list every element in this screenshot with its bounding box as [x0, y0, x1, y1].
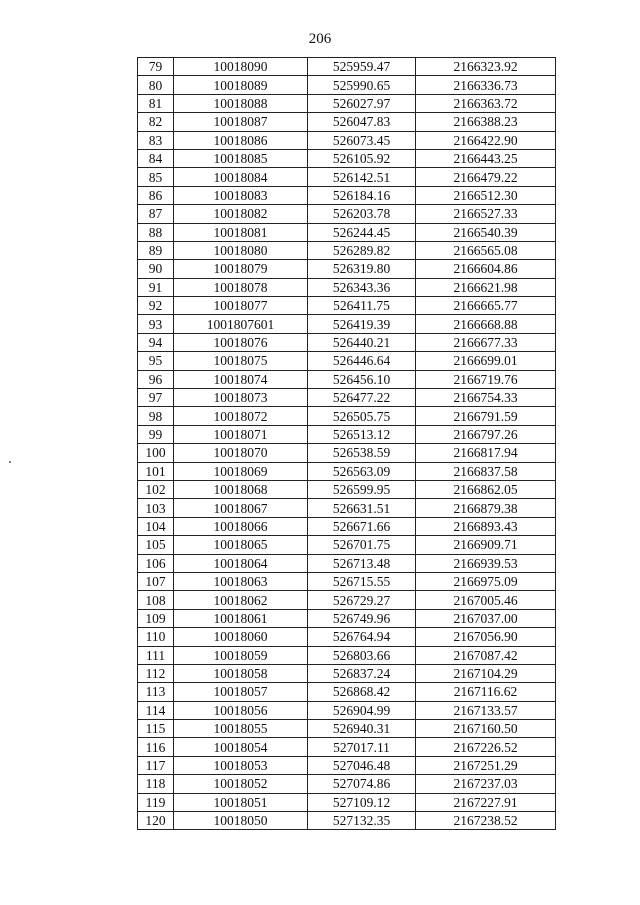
point-number-cell: 107: [138, 572, 174, 590]
table-row: [138, 407, 556, 425]
table-row: [138, 131, 556, 149]
point-number-cell: 118: [138, 775, 174, 793]
point-id-cell: 10018057: [174, 683, 308, 701]
x-coordinate-cell: 526456.10: [308, 370, 416, 388]
y-coordinate-cell: 2166677.33: [416, 333, 556, 351]
point-number-cell: 104: [138, 517, 174, 535]
point-id-cell: 10018066: [174, 517, 308, 535]
x-coordinate-cell: 526440.21: [308, 333, 416, 351]
point-id-cell: 10018053: [174, 756, 308, 774]
y-coordinate-cell: 2166512.30: [416, 186, 556, 204]
y-coordinate-cell: 2166719.76: [416, 370, 556, 388]
x-coordinate-cell: 525990.65: [308, 76, 416, 94]
x-coordinate-cell: 526105.92: [308, 149, 416, 167]
point-id-cell: 10018088: [174, 94, 308, 112]
table-row: [138, 76, 556, 94]
y-coordinate-cell: 2167087.42: [416, 646, 556, 664]
y-coordinate-cell: 2166837.58: [416, 462, 556, 480]
table-row: [138, 241, 556, 259]
point-number-cell: 120: [138, 812, 174, 830]
point-id-cell: 10018085: [174, 149, 308, 167]
y-coordinate-cell: 2167226.52: [416, 738, 556, 756]
y-coordinate-cell: 2167037.00: [416, 609, 556, 627]
scan-artifact-dot: [9, 461, 11, 463]
point-id-cell: 10018061: [174, 609, 308, 627]
point-number-cell: 106: [138, 554, 174, 572]
y-coordinate-cell: 2166604.86: [416, 260, 556, 278]
table-row: [138, 94, 556, 112]
table-row: [138, 609, 556, 627]
table-row: [138, 315, 556, 333]
point-number-cell: 94: [138, 333, 174, 351]
point-id-cell: 10018079: [174, 260, 308, 278]
y-coordinate-cell: 2166754.33: [416, 389, 556, 407]
point-number-cell: 114: [138, 701, 174, 719]
x-coordinate-cell: 526184.16: [308, 186, 416, 204]
x-coordinate-cell: 526631.51: [308, 499, 416, 517]
y-coordinate-cell: 2166862.05: [416, 480, 556, 498]
point-id-cell: 10018060: [174, 628, 308, 646]
coordinates-table: [137, 57, 556, 830]
x-coordinate-cell: 526203.78: [308, 205, 416, 223]
table-row: [138, 591, 556, 609]
x-coordinate-cell: 526505.75: [308, 407, 416, 425]
table-row: [138, 58, 556, 76]
table-row: [138, 756, 556, 774]
x-coordinate-cell: 526047.83: [308, 113, 416, 131]
point-number-cell: 98: [138, 407, 174, 425]
point-number-cell: 84: [138, 149, 174, 167]
x-coordinate-cell: 526563.09: [308, 462, 416, 480]
point-number-cell: 100: [138, 444, 174, 462]
x-coordinate-cell: 527132.35: [308, 812, 416, 830]
table-row: [138, 793, 556, 811]
point-number-cell: 83: [138, 131, 174, 149]
y-coordinate-cell: 2166363.72: [416, 94, 556, 112]
page-number: 206: [308, 31, 332, 47]
y-coordinate-cell: 2166323.92: [416, 58, 556, 76]
point-number-cell: 89: [138, 241, 174, 259]
y-coordinate-cell: 2166527.33: [416, 205, 556, 223]
point-number-cell: 103: [138, 499, 174, 517]
point-id-cell: 10018081: [174, 223, 308, 241]
point-id-cell: 10018059: [174, 646, 308, 664]
point-number-cell: 99: [138, 425, 174, 443]
y-coordinate-cell: 2166665.77: [416, 297, 556, 315]
point-id-cell: 10018062: [174, 591, 308, 609]
point-id-cell: 10018086: [174, 131, 308, 149]
point-number-cell: 79: [138, 58, 174, 76]
table-row: [138, 738, 556, 756]
point-id-cell: 10018051: [174, 793, 308, 811]
table-row: [138, 149, 556, 167]
table-row: [138, 389, 556, 407]
table-row: [138, 297, 556, 315]
x-coordinate-cell: 526244.45: [308, 223, 416, 241]
point-number-cell: 81: [138, 94, 174, 112]
table-row: [138, 775, 556, 793]
point-number-cell: 115: [138, 720, 174, 738]
point-id-cell: 10018067: [174, 499, 308, 517]
x-coordinate-cell: 527074.86: [308, 775, 416, 793]
y-coordinate-cell: 2166443.25: [416, 149, 556, 167]
x-coordinate-cell: 526749.96: [308, 609, 416, 627]
point-number-cell: 93: [138, 315, 174, 333]
point-id-cell: 10018075: [174, 352, 308, 370]
table-row: [138, 223, 556, 241]
point-id-cell: 10018082: [174, 205, 308, 223]
x-coordinate-cell: 526837.24: [308, 664, 416, 682]
point-number-cell: 117: [138, 756, 174, 774]
point-number-cell: 112: [138, 664, 174, 682]
point-number-cell: 87: [138, 205, 174, 223]
y-coordinate-cell: 2167160.50: [416, 720, 556, 738]
point-number-cell: 91: [138, 278, 174, 296]
y-coordinate-cell: 2166388.23: [416, 113, 556, 131]
y-coordinate-cell: 2166939.53: [416, 554, 556, 572]
x-coordinate-cell: 526713.48: [308, 554, 416, 572]
table-row: [138, 278, 556, 296]
point-number-cell: 102: [138, 480, 174, 498]
y-coordinate-cell: 2166893.43: [416, 517, 556, 535]
point-number-cell: 88: [138, 223, 174, 241]
table-row: [138, 536, 556, 554]
y-coordinate-cell: 2166817.94: [416, 444, 556, 462]
point-id-cell: 10018084: [174, 168, 308, 186]
point-id-cell: 10018055: [174, 720, 308, 738]
x-coordinate-cell: 526027.97: [308, 94, 416, 112]
point-id-cell: 10018080: [174, 241, 308, 259]
point-id-cell: 10018083: [174, 186, 308, 204]
point-id-cell: 10018064: [174, 554, 308, 572]
point-number-cell: 85: [138, 168, 174, 186]
x-coordinate-cell: 527046.48: [308, 756, 416, 774]
x-coordinate-cell: 526411.75: [308, 297, 416, 315]
y-coordinate-cell: 2166540.39: [416, 223, 556, 241]
point-id-cell: 10018058: [174, 664, 308, 682]
x-coordinate-cell: 526868.42: [308, 683, 416, 701]
y-coordinate-cell: 2166975.09: [416, 572, 556, 590]
x-coordinate-cell: 526538.59: [308, 444, 416, 462]
table-row: [138, 664, 556, 682]
y-coordinate-cell: 2167238.52: [416, 812, 556, 830]
table-row: [138, 444, 556, 462]
x-coordinate-cell: 526599.95: [308, 480, 416, 498]
point-number-cell: 110: [138, 628, 174, 646]
point-number-cell: 111: [138, 646, 174, 664]
table-row: [138, 370, 556, 388]
y-coordinate-cell: 2166565.08: [416, 241, 556, 259]
point-id-cell: 10018070: [174, 444, 308, 462]
x-coordinate-cell: 526073.45: [308, 131, 416, 149]
point-number-cell: 92: [138, 297, 174, 315]
point-number-cell: 105: [138, 536, 174, 554]
table-row: [138, 683, 556, 701]
point-id-cell: 10018071: [174, 425, 308, 443]
point-id-cell: 10018076: [174, 333, 308, 351]
x-coordinate-cell: 525959.47: [308, 58, 416, 76]
y-coordinate-cell: 2166909.71: [416, 536, 556, 554]
y-coordinate-cell: 2166479.22: [416, 168, 556, 186]
table-row: [138, 812, 556, 830]
table-row: [138, 168, 556, 186]
table-row: [138, 186, 556, 204]
y-coordinate-cell: 2166422.90: [416, 131, 556, 149]
table-row: [138, 572, 556, 590]
x-coordinate-cell: 526319.80: [308, 260, 416, 278]
point-number-cell: 86: [138, 186, 174, 204]
point-number-cell: 82: [138, 113, 174, 131]
y-coordinate-cell: 2167133.57: [416, 701, 556, 719]
table-row: [138, 554, 556, 572]
point-number-cell: 101: [138, 462, 174, 480]
table-row: [138, 480, 556, 498]
coordinates-table-body: [138, 58, 556, 830]
table-row: [138, 517, 556, 535]
y-coordinate-cell: 2167104.29: [416, 664, 556, 682]
point-id-cell: 10018077: [174, 297, 308, 315]
x-coordinate-cell: 526142.51: [308, 168, 416, 186]
point-id-cell: 10018073: [174, 389, 308, 407]
y-coordinate-cell: 2166336.73: [416, 76, 556, 94]
x-coordinate-cell: 526343.36: [308, 278, 416, 296]
point-id-cell: 10018069: [174, 462, 308, 480]
y-coordinate-cell: 2167056.90: [416, 628, 556, 646]
point-number-cell: 90: [138, 260, 174, 278]
point-id-cell: 1001807601: [174, 315, 308, 333]
y-coordinate-cell: 2167116.62: [416, 683, 556, 701]
table-row: [138, 113, 556, 131]
x-coordinate-cell: 526477.22: [308, 389, 416, 407]
x-coordinate-cell: 527017.11: [308, 738, 416, 756]
table-row: [138, 260, 556, 278]
point-id-cell: 10018074: [174, 370, 308, 388]
x-coordinate-cell: 526940.31: [308, 720, 416, 738]
x-coordinate-cell: 526904.99: [308, 701, 416, 719]
point-id-cell: 10018065: [174, 536, 308, 554]
point-number-cell: 80: [138, 76, 174, 94]
table-row: [138, 205, 556, 223]
table-row: [138, 646, 556, 664]
table-row: [138, 628, 556, 646]
x-coordinate-cell: 526446.64: [308, 352, 416, 370]
point-id-cell: 10018056: [174, 701, 308, 719]
point-id-cell: 10018090: [174, 58, 308, 76]
table-row: [138, 499, 556, 517]
y-coordinate-cell: 2167237.03: [416, 775, 556, 793]
point-number-cell: 119: [138, 793, 174, 811]
point-number-cell: 116: [138, 738, 174, 756]
table-row: [138, 333, 556, 351]
y-coordinate-cell: 2166791.59: [416, 407, 556, 425]
x-coordinate-cell: 526715.55: [308, 572, 416, 590]
point-number-cell: 113: [138, 683, 174, 701]
point-id-cell: 10018052: [174, 775, 308, 793]
y-coordinate-cell: 2166797.26: [416, 425, 556, 443]
y-coordinate-cell: 2167005.46: [416, 591, 556, 609]
y-coordinate-cell: 2166621.98: [416, 278, 556, 296]
point-id-cell: 10018078: [174, 278, 308, 296]
x-coordinate-cell: 526289.82: [308, 241, 416, 259]
table-row: [138, 425, 556, 443]
x-coordinate-cell: 527109.12: [308, 793, 416, 811]
x-coordinate-cell: 526803.66: [308, 646, 416, 664]
point-id-cell: 10018089: [174, 76, 308, 94]
point-id-cell: 10018063: [174, 572, 308, 590]
x-coordinate-cell: 526764.94: [308, 628, 416, 646]
x-coordinate-cell: 526729.27: [308, 591, 416, 609]
y-coordinate-cell: 2166699.01: [416, 352, 556, 370]
x-coordinate-cell: 526419.39: [308, 315, 416, 333]
table-row: [138, 701, 556, 719]
point-number-cell: 95: [138, 352, 174, 370]
x-coordinate-cell: 526513.12: [308, 425, 416, 443]
y-coordinate-cell: 2166879.38: [416, 499, 556, 517]
point-id-cell: 10018072: [174, 407, 308, 425]
table-row: [138, 462, 556, 480]
point-number-cell: 97: [138, 389, 174, 407]
x-coordinate-cell: 526701.75: [308, 536, 416, 554]
point-number-cell: 108: [138, 591, 174, 609]
point-id-cell: 10018050: [174, 812, 308, 830]
x-coordinate-cell: 526671.66: [308, 517, 416, 535]
point-id-cell: 10018068: [174, 480, 308, 498]
y-coordinate-cell: 2167227.91: [416, 793, 556, 811]
y-coordinate-cell: 2166668.88: [416, 315, 556, 333]
y-coordinate-cell: 2167251.29: [416, 756, 556, 774]
point-number-cell: 109: [138, 609, 174, 627]
table-row: [138, 720, 556, 738]
point-id-cell: 10018087: [174, 113, 308, 131]
point-number-cell: 96: [138, 370, 174, 388]
table-row: [138, 352, 556, 370]
point-id-cell: 10018054: [174, 738, 308, 756]
